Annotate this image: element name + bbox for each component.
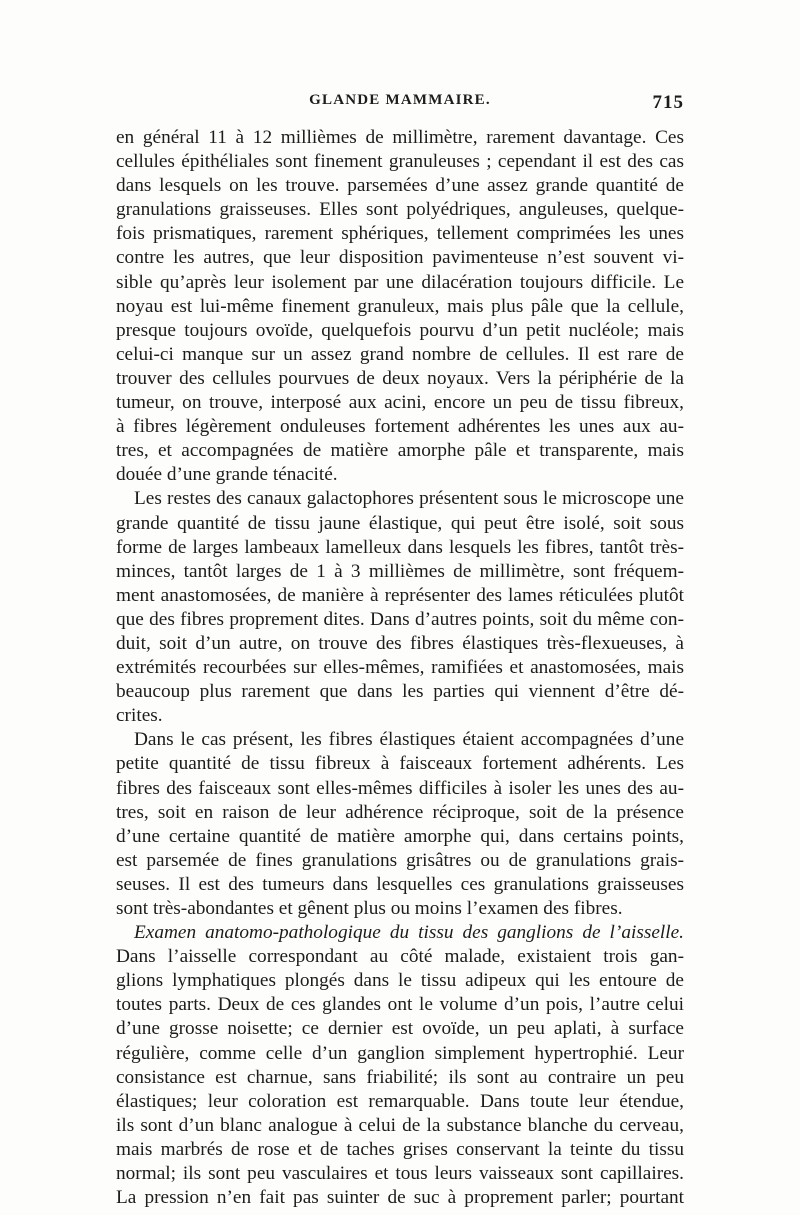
text-line: sont très-abondantes et gênent plus ou moins l’examen des fibres. — [116, 898, 623, 919]
text-line: tres, soit en raison de leur adhérence réciproque, soit de la présence — [116, 801, 684, 823]
text-line: d’une certaine quantité de matière amorphe qui, dans certains points, — [116, 825, 684, 847]
text-line: La pression n’en fait pas suinter de suc à proprement parler; pourtant — [116, 1187, 684, 1209]
text-line: Les restes des canaux galactophores présentent sous le microscope une — [134, 488, 684, 510]
text-line: trouver des cellules pourvues de deux noyaux. Vers la périphérie de la — [116, 367, 684, 389]
section-heading: Examen anatomo-pathologique du tissu des ganglions de l’aisselle. — [134, 922, 684, 944]
running-head — [116, 92, 684, 116]
text-line: régulière, comme celle d’un ganglion simplement hypertrophié. Leur — [116, 1042, 684, 1064]
text-line: Dans le cas présent, les fibres élastiques étaient accompagnées d’une — [134, 729, 684, 751]
text-line: petite quantité de tissu fibreux à faisceaux fortement adhérents. Les — [116, 753, 684, 775]
text-line: forme de larges lambeaux lamelleux dans lesquels les fibres, tantôt très- — [116, 536, 684, 558]
text-line: fibres des faisceaux sont elles-mêmes difficiles à isoler les unes des au- — [116, 777, 684, 799]
text-line: douée d’une grande ténacité. — [116, 464, 338, 486]
text-line: crites. — [116, 705, 163, 727]
text-line: toutes parts. Deux de ces glandes ont le volume d’un pois, l’autre celui — [116, 994, 684, 1016]
text-line: contre les autres, que leur disposition pavimenteuse n’est souvent vi- — [116, 247, 684, 269]
text-line: presque toujours ovoïde, quelquefois pourvu d’un petit nucléole; mais — [116, 319, 684, 341]
text-line: tres, et accompagnées de matière amorphe pâle et transparente, mais — [116, 440, 684, 462]
text-line: tumeur, on trouve, interposé aux acini, encore un peu de tissu fibreux, — [116, 392, 684, 414]
text-line: seuses. Il est des tumeurs dans lesquelles ces granulations graisseuses — [116, 873, 684, 895]
text-line: glions lymphatiques plongés dans le tissu adipeux qui les entoure de — [116, 970, 684, 992]
text-line: minces, tantôt larges de 1 à 3 millièmes de millimètre, sont fréquem- — [116, 560, 684, 582]
text-line: beaucoup plus rarement que dans les parties qui viennent d’être dé- — [116, 681, 684, 703]
text-line: ment anastomosées, de manière à représenter des lames réticulées plutôt — [116, 584, 684, 606]
page-number: 715 — [652, 92, 684, 113]
text-line: à fibres légèrement onduleuses fortement adhérentes les unes aux au- — [116, 416, 684, 438]
text-line: grande quantité de tissu jaune élastique, qui peut être isolé, soit sous — [116, 512, 684, 534]
text-line: noyau est lui-même finement granuleux, mais plus pâle que la cellule, — [116, 295, 684, 317]
text-line: Dans l’aisselle correspondant au côté malade, existaient trois gan- — [116, 946, 684, 968]
running-title: GLANDE MAMMAIRE. — [309, 92, 491, 108]
text-line: en général 11 à 12 millièmes de millimètre, rarement davantage. Ces — [116, 127, 684, 148]
text-line: que des fibres proprement dites. Dans d’autres points, soit du même con- — [116, 608, 684, 630]
text-line: duit, soit d’un autre, on trouve des fibres élastiques très-flexueuses, à — [116, 632, 684, 654]
text-line: normal; ils sont peu vasculaires et tous leurs vaisseaux sont capillaires. — [116, 1163, 684, 1185]
text-line: cellules épithéliales sont finement granuleuses ; cependant il est des cas — [116, 151, 684, 173]
text-line: mais marbrés de rose et de taches grises conservant la teinte du tissu — [116, 1138, 684, 1160]
text-line: fois prismatiques, rarement sphériques, tellement comprimées les unes — [116, 223, 684, 245]
text-line: granulations graisseuses. Elles sont polyédriques, anguleuses, quelque- — [116, 199, 684, 221]
body-text — [116, 126, 684, 1210]
text-line: dans lesquels on les trouve. parsemées d’une assez grande quantité de — [116, 175, 684, 197]
text-line: extrémités recourbées sur elles-mêmes, ramifiées et anastomosées, mais — [116, 657, 684, 679]
text-line: est parsemée de fines granulations grisâtres ou de granulations grais- — [116, 849, 684, 871]
text-line: celui-ci manque sur un assez grand nombre de cellules. Il est rare de — [116, 343, 684, 365]
text-line: élastiques; leur coloration est remarquable. Dans toute leur étendue, — [116, 1090, 684, 1112]
text-line: consistance est charnue, sans friabilité; ils sont au contraire un peu — [116, 1066, 684, 1088]
text-line: d’une grosse noisette; ce dernier est ovoïde, un peu aplati, à surface — [116, 1018, 684, 1040]
text-line: ils sont d’un blanc analogue à celui de la substance blanche du cerveau, — [116, 1114, 684, 1136]
text-line: sible qu’après leur isolement par une dilacération toujours difficile. Le — [116, 271, 684, 293]
